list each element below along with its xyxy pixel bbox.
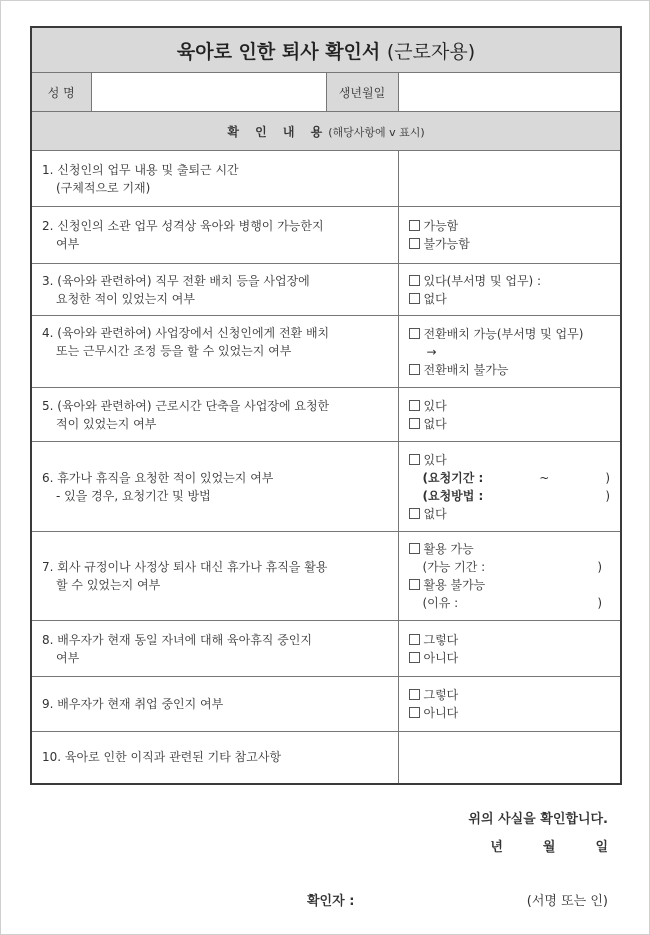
option-unusable[interactable]: 활용 불가능 [409, 576, 603, 594]
section-note: (해당사항에 v 표시) [328, 125, 425, 139]
question-1-text: 1. 신청인의 업무 내용 및 출퇴근 시간 [42, 162, 239, 177]
question-row-8 [31, 621, 621, 677]
form-title [31, 27, 621, 73]
option-no[interactable]: 없다 [409, 415, 611, 433]
option-yes[interactable]: 있다 [409, 451, 611, 469]
question-5-text: 5. (육아와 관련하여) 근로시간 단축을 사업장에 요청한 [42, 398, 330, 413]
option-yes[interactable]: 있다 [409, 397, 611, 415]
option-transfer-impossible[interactable]: 전환배치 불가능 [409, 361, 611, 379]
option-usable[interactable]: 활용 가능 [409, 540, 603, 558]
question-5 [31, 388, 398, 442]
question-10-text: 10. 육아로 인한 이직과 관련된 기타 참고사항 [42, 750, 282, 765]
question-row-1 [31, 151, 621, 207]
checkbox-icon[interactable] [409, 634, 420, 645]
checkbox-icon[interactable] [409, 652, 420, 663]
answer-1-field[interactable] [398, 151, 621, 207]
year-label: 년 [490, 840, 503, 855]
answer-5 [398, 388, 621, 442]
answer-7 [398, 532, 621, 621]
checkbox-icon[interactable] [409, 275, 420, 286]
checkbox-icon[interactable] [409, 418, 420, 429]
question-7-text-2: 할 수 있었는지 여부 [56, 578, 161, 592]
question-5-text-2: 적이 있었는지 여부 [56, 416, 157, 431]
checkbox-icon[interactable] [409, 508, 420, 519]
question-8-text-2: 여부 [56, 650, 80, 665]
question-2-text: 2. 신청인의 소관 업무 성격상 육아와 병행이 가능한지 [42, 219, 324, 233]
resignation-form-table [30, 26, 622, 785]
question-row-7 [31, 532, 621, 621]
section-header [31, 112, 621, 151]
question-6 [31, 442, 398, 532]
question-2 [31, 207, 398, 264]
question-row-4 [31, 316, 621, 388]
signature-field[interactable]: (서명 또는 인) [526, 894, 608, 909]
signer-label: 확인자 : [307, 894, 355, 909]
checkbox-icon[interactable] [409, 689, 420, 700]
question-7-text: 7. 회사 규정이나 사정상 퇴사 대신 휴가나 휴직을 활용 [42, 560, 328, 574]
title-sub: (근로자용) [386, 40, 476, 63]
question-row-9 [31, 677, 621, 732]
dob-label: 생년월일 [326, 73, 398, 112]
question-1 [31, 151, 398, 207]
option-yes[interactable]: 그렇다 [409, 631, 611, 649]
option-impossible[interactable]: 불가능함 [409, 235, 611, 253]
request-method-field[interactable]: (요청방법 : ) [422, 488, 611, 503]
question-7 [31, 532, 398, 621]
question-8-text: 8. 배우자가 현재 동일 자녀에 대해 육아휴직 중인지 [42, 632, 312, 647]
option-no[interactable]: 아니다 [409, 649, 611, 667]
question-10 [31, 732, 398, 784]
question-4-text: 4. (육아와 관련하여) 사업장에서 신청인에게 전환 배치 [42, 326, 330, 340]
reason-field[interactable]: (이유 : ) [422, 596, 603, 610]
checkbox-icon[interactable] [409, 328, 420, 339]
option-yes[interactable]: 그렇다 [409, 686, 611, 704]
option-no[interactable]: 없다 [409, 505, 611, 523]
checkbox-icon[interactable] [409, 238, 420, 249]
arrow-right-icon: → [426, 344, 437, 359]
option-possible[interactable]: 가능함 [409, 217, 611, 235]
answer-2 [398, 207, 621, 264]
possible-period-field[interactable]: (가능 기간 : ) [422, 560, 603, 574]
question-1-text-2: (구체적으로 기재) [56, 180, 151, 195]
question-4 [31, 316, 398, 388]
question-8 [31, 621, 398, 677]
request-period-field[interactable]: (요청기간 : ~ ) [422, 470, 610, 485]
option-no[interactable]: 아니다 [409, 704, 611, 722]
question-row-5 [31, 388, 621, 442]
question-3 [31, 264, 398, 316]
question-6-text-2: - 있을 경우, 요청기간 및 방법 [56, 488, 211, 503]
section-label: 확 인 내 용 [227, 124, 329, 139]
title-main: 육아로 인한 퇴사 확인서 [176, 40, 381, 63]
question-4-text-2: 또는 근무시간 조정 등을 할 수 있었는지 여부 [56, 344, 292, 358]
question-row-10 [31, 732, 621, 784]
month-label: 월 [542, 840, 556, 855]
question-row-6 [31, 442, 621, 532]
question-3-text: 3. (육아와 관련하여) 직무 전환 배치 등을 사업장에 [42, 273, 310, 288]
question-9 [31, 677, 398, 732]
answer-9 [398, 677, 621, 732]
answer-6 [398, 442, 621, 532]
answer-3 [398, 264, 621, 316]
day-label: 일 [595, 840, 608, 855]
question-9-text: 9. 배우자가 현재 취업 중인지 여부 [42, 697, 224, 711]
checkbox-icon[interactable] [409, 293, 420, 304]
checkbox-icon[interactable] [409, 220, 420, 231]
checkbox-icon[interactable] [409, 579, 420, 590]
question-2-text-2: 여부 [56, 237, 80, 251]
checkbox-icon[interactable] [409, 400, 420, 411]
answer-8 [398, 621, 621, 677]
question-row-3 [31, 264, 621, 316]
question-row-2 [31, 207, 621, 264]
option-yes[interactable]: 있다(부서명 및 업무) : [409, 272, 611, 290]
checkbox-icon[interactable] [409, 364, 420, 375]
name-field[interactable] [91, 73, 326, 112]
answer-10-field[interactable] [398, 732, 621, 784]
date-line [450, 836, 608, 855]
question-3-text-2: 요청한 적이 있었는지 여부 [56, 291, 195, 306]
dob-field[interactable] [398, 73, 621, 112]
checkbox-icon[interactable] [409, 543, 420, 554]
checkbox-icon[interactable] [409, 454, 420, 465]
answer-4 [398, 316, 621, 388]
option-transfer-possible[interactable]: 전환배치 가능(부서명 및 업무) [409, 325, 611, 343]
confirm-statement: 위의 사실을 확인합니다. [468, 812, 608, 827]
question-6-text: 6. 휴가나 휴직을 요청한 적이 있었는지 여부 [42, 470, 274, 485]
name-label: 성 명 [31, 73, 91, 112]
option-no[interactable]: 없다 [409, 290, 611, 308]
checkbox-icon[interactable] [409, 707, 420, 718]
